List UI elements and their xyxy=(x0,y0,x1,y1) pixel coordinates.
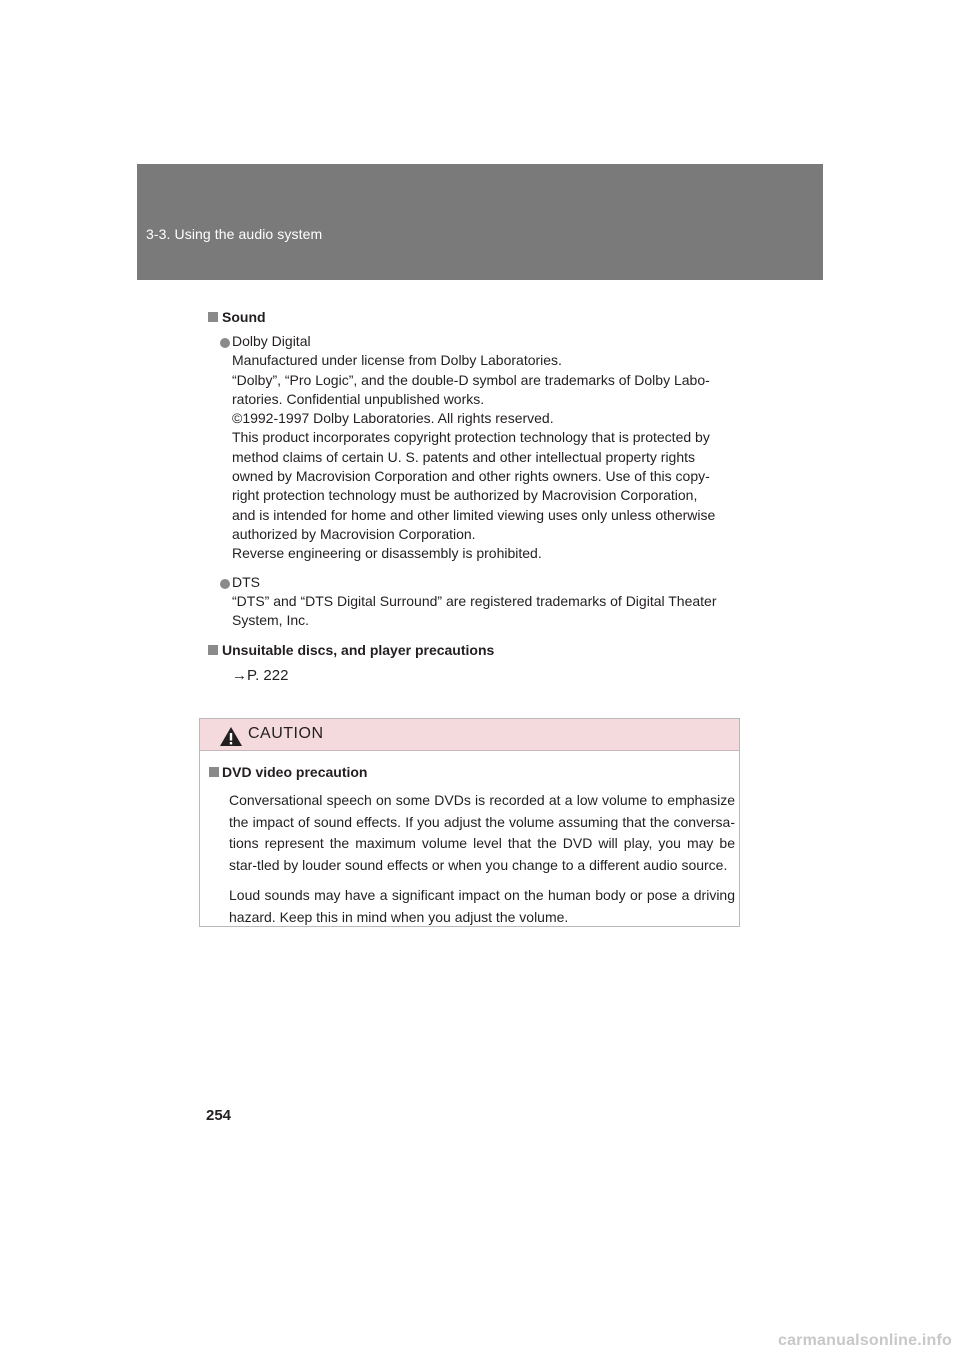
page-reference-link[interactable]: →P. 222 xyxy=(232,667,289,685)
dts-title: DTS xyxy=(232,573,260,590)
dts-line: System, Inc. xyxy=(232,612,310,629)
dts-line: “DTS” and “DTS Digital Surround” are registered trademarks of Digital Theater xyxy=(232,592,717,609)
round-bullet-icon xyxy=(220,579,230,589)
dts-item xyxy=(207,573,742,631)
dolby-line: right protection technology must be authorized by Macrovision Corporation, xyxy=(232,487,698,504)
dolby-line: authorized by Macrovision Corporation. xyxy=(232,525,476,542)
caution-body xyxy=(209,761,735,928)
dvd-precaution-heading xyxy=(209,761,735,783)
dolby-line: Manufactured under license from Dolby Laboratories. xyxy=(232,352,562,369)
watermark-logo xyxy=(770,1330,954,1354)
dolby-title: Dolby Digital xyxy=(232,333,311,349)
dolby-line: This product incorporates copyright protection technology that is protected by xyxy=(232,429,710,446)
dolby-line: owned by Macrovision Corporation and other rights owners. Use of this copy- xyxy=(232,468,710,485)
sound-heading xyxy=(207,306,742,328)
page-number: 254 xyxy=(206,1107,232,1124)
section-header-band xyxy=(137,164,823,280)
caution-box xyxy=(199,718,740,927)
caution-paragraph: Conversational speech on some DVDs is recorded at a low volume to emphasize the impact of sound effects. If you adjust the volume assuming that the conversa-tions represent the maximum volume level that the DVD will play, you may be star-tled by louder sound effects or when you change to a different audio source. xyxy=(229,792,735,874)
dolby-line: “Dolby”, “Pro Logic”, and the double-D symbol are trademarks of Dolby Labo- xyxy=(232,371,710,388)
watermark-text: carmanualsonline.info xyxy=(777,1332,952,1349)
dolby-line: method claims of certain U. S. patents and other intellectual property rights xyxy=(232,448,696,465)
square-bullet-icon xyxy=(208,312,218,322)
square-bullet-icon xyxy=(208,645,218,655)
sound-heading-label: Sound xyxy=(222,309,266,325)
warning-triangle-icon xyxy=(219,726,243,747)
caution-paragraph: Loud sounds may have a significant impact on the human body or pose a driving hazard. Keep this in mind when you adjust the volume. xyxy=(229,886,735,925)
unsuitable-heading-label: Unsuitable discs, and player precautions xyxy=(222,642,495,659)
main-content xyxy=(207,306,742,687)
dolby-line: ratories. Confidential unpublished works. xyxy=(232,390,485,407)
dvd-precaution-heading-label: DVD video precaution xyxy=(222,764,368,780)
caution-header xyxy=(200,719,739,751)
caution-title: CAUTION xyxy=(248,725,324,742)
round-bullet-icon xyxy=(220,338,230,348)
dolby-line: and is intended for home and other limited viewing uses only unless otherwise xyxy=(232,506,716,523)
dolby-line: Reverse engineering or disassembly is prohibited. xyxy=(232,545,542,562)
unsuitable-heading xyxy=(207,639,742,661)
dolby-line: ©1992-1997 Dolby Laboratories. All rights reserved. xyxy=(232,410,554,427)
square-bullet-icon xyxy=(209,767,219,777)
dolby-item xyxy=(207,332,742,564)
section-title: 3-3. Using the audio system xyxy=(146,226,323,242)
